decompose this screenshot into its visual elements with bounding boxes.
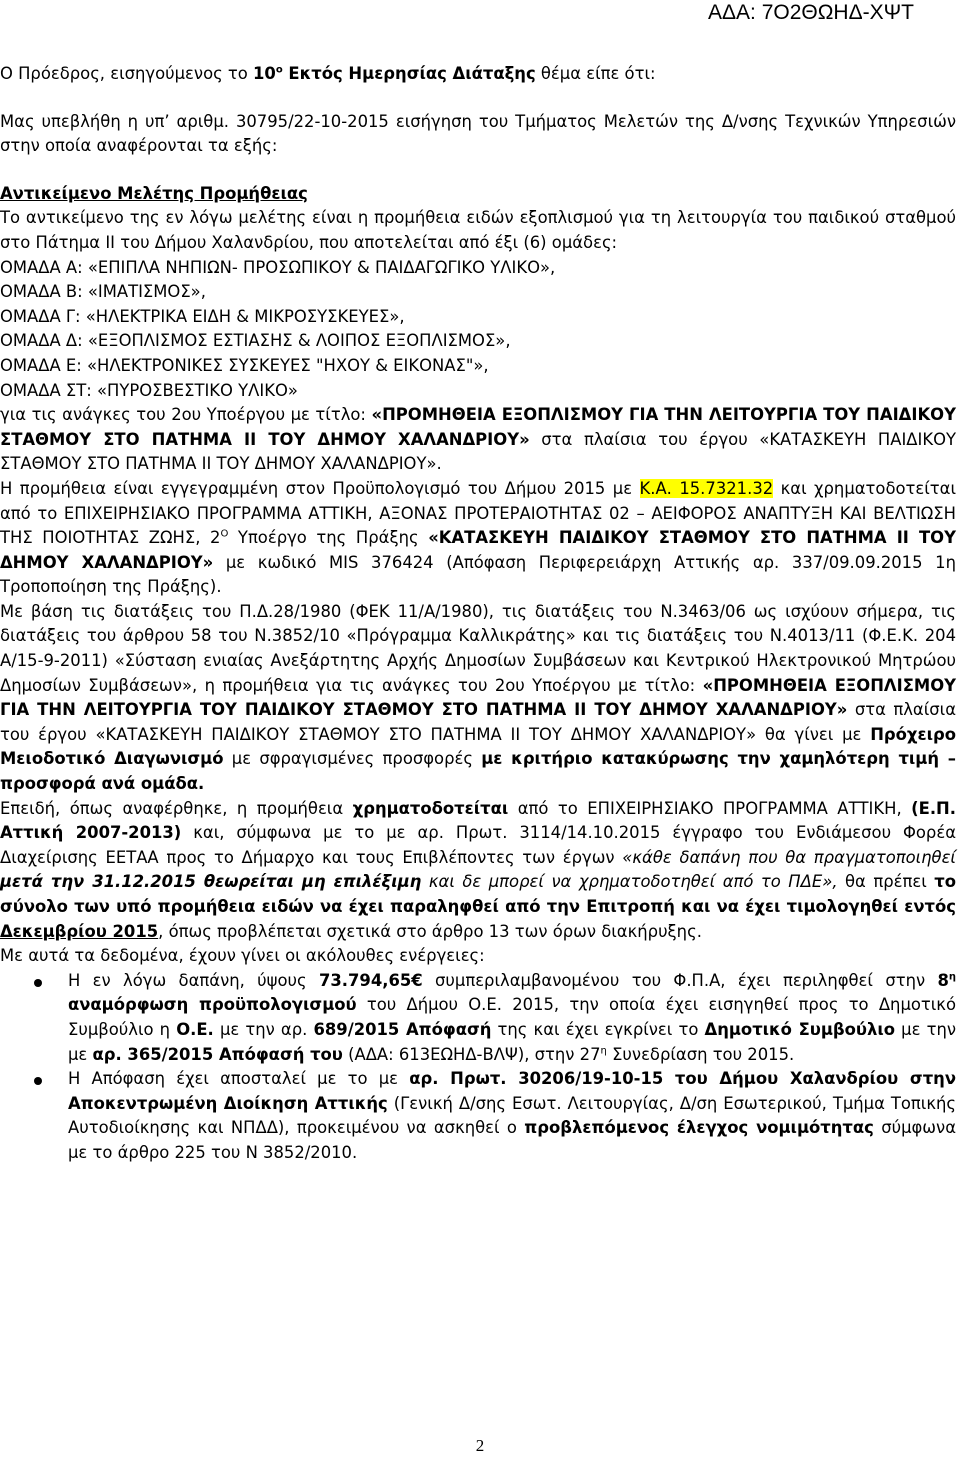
p4-ordinal: Ο <box>220 528 229 540</box>
b1-with: με την αρ. <box>213 1019 314 1039</box>
b1-text: Η εν λόγω δαπάνη, ύψους <box>68 970 319 990</box>
b1-council: του Δήμου Ο.Ε. 2015, την οποία έχει εισηγηθεί προς το Δημοτικό Συμβούλιο η <box>68 995 956 1039</box>
p4-title: «ΚΑΤΑΣΚΕΥΗ ΠΑΙΔΙΚΟΥ ΣΤΑΘΜΟΥ ΣΤΟ ΠΑΤΗΜΑ ΙΙ ΤΟΥ ΔΗΜΟΥ ΧΑΛΑΝΔΡΙΟΥ» <box>0 528 956 572</box>
group-item-d: ΟΜΑΔΑ Δ: «ΕΞΟΠΛΙΣΜΟΣ ΕΣΤΙΑΣΗΣ & ΛΟΙΠΟΣ ΕΞΟΠΛΙΣΜΟΣ», <box>0 331 511 351</box>
b2-protocol: αρ. Πρωτ. 30206/19-10-15 του Δήμου Χαλανδρίου στην Αποκεντρωμένη Διοίκηση Αττικής <box>68 1069 956 1113</box>
group-item-b: ΟΜΑΔΑ Β: «ΙΜΑΤΙΣΜΟΣ», <box>0 282 206 302</box>
group-item-a: ΟΜΑΔΑ Α: «ΕΠΙΠΛΑ ΝΗΠΙΩΝ- ΠΡΟΣΩΠΙΚΟΥ & ΠΑΙΔΑΓΩΓΙΚΟ ΥΛΙΚΟ», <box>0 257 556 277</box>
paragraph-project <box>0 403 956 477</box>
b1-amount: 73.794,65€ <box>318 970 423 990</box>
p3-title: «ΠΡΟΜΗΘΕΙΑ ΕΞΟΠΛΙΣΜΟΥ ΓΙΑ ΤΗΝ ΛΕΙΤΟΥΡΓΙΑ ΤΟΥ ΠΑΙΔΙΚΟΥ ΣΤΑΘΜΟΥ ΣΤΟ ΠΑΤΗΜΑ ΙΙ ΤΟΥ ΔΗΜΟΥ ΧΑΛΑΝΔΡΙΟΥ» <box>0 405 956 449</box>
p4-text: Η προμήθεια είναι εγγεγραμμένη στον Προϋπολογισμό του Δήμου 2015 με <box>0 478 640 498</box>
b2-control: προβλεπόμενος έλεγχος νομιμότητας <box>524 1118 874 1138</box>
group-item-c: ΟΜΑΔΑ Γ: «ΗΛΕΚΤΡΙΚΑ ΕΙΔΗ & ΜΙΚΡΟΣΥΣΚΕΥΕΣ», <box>0 306 405 326</box>
p6-quote: «κάθε δαπάνη που θα πραγματοποιηθεί <box>622 847 956 867</box>
intro-number: 10 <box>253 64 276 83</box>
p6-ep: (Ε.Π. Αττική 2007-2013) <box>0 798 956 843</box>
p6-deadline: μετά την 31.12.2015 θεωρείται μη επιλέξιμη <box>0 872 422 892</box>
page-number: 2 <box>475 1436 485 1455</box>
p6-month: Δεκεμβρίου 2015 <box>0 921 159 941</box>
ada-code: ΑΔΑ: 7Ο2ΘΩΗΔ-ΧΨΤ <box>707 1 914 24</box>
intro-ordinal: ο <box>275 64 283 76</box>
document-body <box>0 62 956 1166</box>
paragraph-budget <box>0 477 956 600</box>
p5-criterion: με κριτήριο κατακύρωσης την χαμηλότερη τιμή – προσφορά ανά ομάδα. <box>0 749 956 794</box>
p6-must: θα πρέπει <box>837 872 935 892</box>
bullet-item-budget <box>0 969 956 1067</box>
b2-end: σύμφωνα με το άρθρο 225 του Ν 3852/2010. <box>68 1118 956 1162</box>
p6-document: και, σύμφωνα με το με αρ. Πρωτ. 3114/14.10.2015 έγγραφο του Ενδιάμεσου Φορέα Διαχείρισης ΕΕΤΑΑ προς το Δήμαρχο και τους Επιβλέποντες των έργων <box>0 823 957 867</box>
group-item-e: ΟΜΑΔΑ Ε: «ΗΛΕΚΤΡΟΝΙΚΕΣ ΣΥΣΚΕΥΕΣ "ΗΧΟΥ & ΕΙΚΟΝΑΣ"», <box>0 355 489 375</box>
paragraph-subject: Το αντικείμενο της εν λόγω μελέτης είναι η προμήθεια ειδών εξοπλισμού για τη λειτουργία του παιδικού σταθμού στο Πάτημα ΙΙ του Δήμου Χαλανδρίου, που αποτελείται από έξι (6) ομάδες: <box>0 208 956 252</box>
p6-text: Επειδή, όπως αναφέρθηκε, η προμήθεια <box>0 798 353 818</box>
bullet-icon <box>34 979 42 987</box>
budget-code: Κ.Α. 15.7321.32 <box>639 478 774 498</box>
b1-municipal-council: Δημοτικό Συμβούλιο <box>704 1019 895 1039</box>
p4-program: και χρηματοδοτείται από το ΕΠΙΧΕΙΡΗΣΙΑΚΟ ΠΡΟΓΡΑΜΜΑ ΑΤΤΙΚΗ, ΑΞΟΝΑΣ ΠΡΟΤΕΡΑΙΟΤΗΤΑΣ 02 – ΑΕΙΦΟΡΟΣ ΑΝΑΠΤΥΞΗ ΚΑΙ ΒΕΛΤΙΩΣΗ ΤΗΣ ΠΟΙΟΤΗΤΑΣ ΖΩΗΣ, 2 <box>0 478 956 548</box>
p5-procedure: Πρόχειρο Μειοδοτικό Διαγωνισμό <box>0 724 956 769</box>
b1-approved: της και έχει εγκρίνει το <box>491 1019 705 1039</box>
subject-heading: Αντικείμενο Μελέτης Προμήθειας <box>0 183 308 203</box>
p6-funded: χρηματοδοτείται <box>352 798 509 818</box>
paragraph-actions-intro: Με αυτά τα δεδομένα, έχουν γίνει οι ακόλουθες ενέργειες: <box>0 946 485 966</box>
bullet-item-control <box>0 1067 956 1165</box>
p6-program: από το ΕΠΙΧΕΙΡΗΣΙΑΚΟ ΠΡΟΓΡΑΜΜΑ ΑΤΤΙΚΗ, <box>508 798 912 818</box>
b1-revision: αναμόρφωση προϋπολογισμού <box>68 995 357 1015</box>
b1-decision-dc: αρ. 365/2015 Απόφασή του <box>92 1044 343 1064</box>
p5-title: «ΠΡΟΜΗΘΕΙΑ ΕΞΟΠΛΙΣΜΟΥ ΓΙΑ ΤΗΝ ΛΕΙΤΟΥΡΓΙΑ ΤΟΥ ΠΑΙΔΙΚΟΥ ΣΤΑΘΜΟΥ ΣΤΟ ΠΑΤΗΜΑ ΙΙ ΤΟΥ ΔΗΜΟΥ ΧΑΛΑΝΔΡΙΟΥ» <box>0 675 957 720</box>
intro-agenda: Εκτός Ημερησίας Διάταξης <box>282 64 536 83</box>
paragraph-legal-basis <box>0 600 956 797</box>
p5-project: στα πλαίσια του έργου «ΚΑΤΑΣΚΕΥΗ ΠΑΙΔΙΚΟΥ ΣΤΑΘΜΟΥ ΣΤΟ ΠΑΤΗΜΑ ΙΙ ΤΟΥ ΔΗΜΟΥ ΧΑΛΑΝΔΡΙΟΥ» θα γίνει με <box>0 700 956 744</box>
b1-ordinal: η <box>948 971 957 983</box>
b1-end: Συνεδρίαση του 2015. <box>606 1044 795 1064</box>
b1-with2: με την με <box>68 1019 956 1064</box>
b2-dept: (Γενική Δ/σης Εσωτ. Λειτουργίας, Δ/ση Εσωτερικού, Τμήμα Τοπικής Αυτοδιοίκησης και ΝΠΔΔ), προκειμένου να ασκηθεί ο <box>68 1093 956 1138</box>
paragraph-funding <box>0 797 956 945</box>
p5-text: Με βάση τις διατάξεις του Π.Δ.28/1980 (ΦΕΚ 11/Α/1980), τις διατάξεις του Ν.3463/06 ως ισχύουν σήμερα, τις διατάξεις του άρθρου 58 του Ν.3852/10 «Πρόγραμμα Καλλικράτης» και τις διατάξεις του Ν.4013/11 (Φ.Ε.Κ. 204 Α/15-9-2011) «Σύσταση ενιαίας Ανεξάρτητης Αρχής Δημοσίων Συμβάσεων και Κεντρικού Ηλεκτρονικού Μητρώου Δημοσίων Συμβάσεων», η προμήθεια για τις ανάγκες του 2ου Υποέργου με τίτλο: <box>0 601 956 695</box>
p4-end: με κωδικό MIS 376424 (Απόφαση Περιφερειάρχη Αττικής αρ. 337/09.09.2015 1η Τροποποίηση της Πράξης). <box>0 552 956 597</box>
b1-number: 8 <box>937 970 949 990</box>
intro-text: Ο Πρόεδρος, εισηγούμενος το <box>0 64 254 83</box>
p3-end: στα πλαίσια του έργου «ΚΑΤΑΣΚΕΥΗ ΠΑΙΔΙΚΟΥ ΣΤΑΘΜΟΥ ΣΤΟ ΠΑΤΗΜΑ ΙΙ ΤΟΥ ΔΗΜΟΥ ΧΑΛΑΝΔΡΙΟΥ». <box>0 429 956 474</box>
b1-vat: συμπεριλαμβανομένου του Φ.Π.Α, έχει περιληφθεί στην <box>422 970 938 990</box>
b1-decision-oe: 689/2015 Απόφασή <box>313 1019 492 1039</box>
p3-text: για τις ανάγκες του 2ου Υποέργου με τίτλο: <box>0 405 372 425</box>
intro-end: θέμα είπε ότι: <box>535 64 656 83</box>
p6-end: , όπως προβλέπεται σχετικά στο άρθρο 13 των όρων διακήρυξης. <box>158 921 702 941</box>
b1-ada: (ΑΔΑ: 613ΕΩΗΔ-ΒΛΨ), στην 27 <box>342 1044 601 1064</box>
p6-delivery: το σύνολο των υπό προμήθεια ειδών να έχει παραληφθεί από την Επιτροπή και να έχει τιμολογηθεί εντός <box>0 872 957 916</box>
p5-bids: με σφραγισμένες προσφορές <box>223 749 482 769</box>
p6-quote-end: και δε μπορεί να χρηματοδοτηθεί από το ΠΔΕ», <box>421 872 838 892</box>
intro-paragraph <box>0 62 956 87</box>
paragraph-submission: Μας υπεβλήθη η υπ’ αριθμ. 30795/22-10-2015 εισήγηση του Τμήματος Μελετών της Δ/νσης Τεχνικών Υπηρεσιών στην οποία αναφέρονται τα εξής: <box>0 111 956 156</box>
bullet-icon <box>34 1077 42 1085</box>
b1-oe: Ο.Ε. <box>176 1019 214 1039</box>
group-item-f: ΟΜΑΔΑ ΣΤ: «ΠΥΡΟΣΒΕΣΤΙΚΟ ΥΛΙΚΟ» <box>0 380 298 400</box>
p4-subproject: Υποέργο της Πράξης <box>228 528 429 548</box>
b2-text: Η Απόφαση έχει αποσταλεί με το με <box>68 1069 410 1089</box>
b1-ordinal2: η <box>600 1045 607 1057</box>
